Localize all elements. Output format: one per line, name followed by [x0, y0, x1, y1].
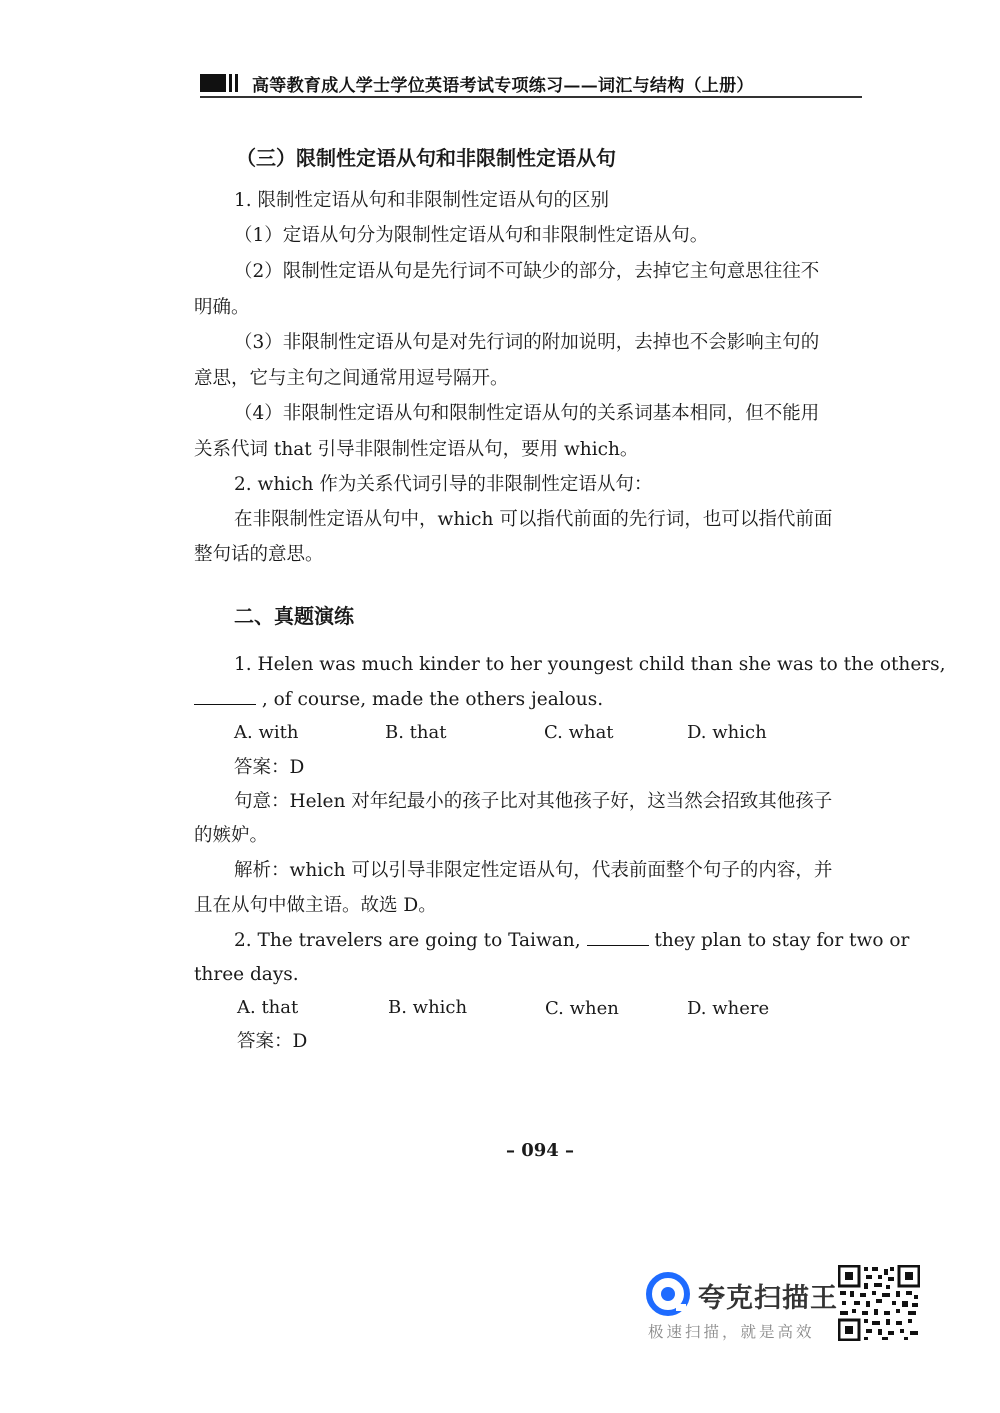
question-1-stem-cont: , of course, made the others jealous.: [194, 687, 894, 713]
paragraph: 1. 限制性定语从句和非限制性定语从句的区别: [234, 190, 610, 211]
paragraph: （1）定语从句分为限制性定语从句和非限制性定语从句。: [234, 225, 709, 246]
running-header-title: 高等教育成人学士学位英语考试专项练习——词汇与结构（上册）: [252, 76, 754, 96]
sentence-meaning: 句意：Helen 对年纪最小的孩子比对其他孩子好，这当然会招致其他孩子: [234, 791, 833, 812]
option-a: A. with: [234, 722, 299, 743]
header-marker-bar: [235, 74, 238, 92]
option-d: D. where: [687, 998, 770, 1019]
analysis-cont: 且在从句中做主语。故选 D。: [194, 895, 437, 916]
option-c: C. what: [544, 722, 614, 743]
page-number: – 094 –: [505, 1140, 575, 1161]
option-a: A. that: [237, 997, 299, 1018]
answer: 答案：D: [237, 1031, 308, 1052]
paragraph: （2）限制性定语从句是先行词不可缺少的部分，去掉它主句意思往往不: [234, 261, 820, 282]
sentence-meaning-cont: 的嫉妒。: [194, 825, 269, 846]
paragraph: 明确。: [194, 297, 250, 318]
answer: 答案：D: [234, 757, 305, 778]
question-2-stem: 2. The travelers are going to Taiwan, they plan to stay for two or: [234, 930, 910, 951]
paragraph: 意思，它与主句之间通常用逗号隔开。: [194, 368, 509, 389]
scanner-logo-icon: [646, 1272, 690, 1316]
paragraph: （4）非限制性定语从句和限制性定语从句的关系词基本相同，但不能用: [234, 403, 820, 424]
question-2-stem-cont: three days.: [194, 964, 299, 985]
option-c: C. when: [545, 998, 619, 1019]
paragraph: （3）非限制性定语从句是对先行词的附加说明，去掉也不会影响主句的: [234, 332, 820, 353]
option-d: D. which: [687, 722, 767, 743]
paragraph: 关系代词 that 引导非限制性定语从句，要用 which。: [194, 439, 639, 460]
answer-blank: [587, 929, 649, 946]
question-1-stem: 1. Helen was much kinder to her youngest child than she was to the others,: [234, 654, 946, 675]
paragraph: 在非限制性定语从句中，which 可以指代前面的先行词，也可以指代前面: [234, 509, 833, 530]
option-b: B. which: [388, 997, 468, 1018]
answer-blank: [194, 688, 256, 705]
practice-heading: 二、真题演练: [234, 604, 354, 628]
watermark-slogan: 极速扫描，就是高效: [648, 1323, 815, 1341]
watermark-brand: 夸克扫描王: [698, 1283, 838, 1314]
section-heading: （三）限制性定语从句和非限制性定语从句: [236, 146, 616, 170]
header-marker-block: [200, 74, 226, 92]
paragraph: 整句话的意思。: [194, 544, 324, 565]
qr-code-icon: [838, 1265, 920, 1341]
option-b: B. that: [385, 722, 447, 743]
header-marker-bar: [229, 74, 232, 92]
analysis: 解析：which 可以引导非限定性定语从句，代表前面整个句子的内容，并: [234, 860, 833, 881]
header-rule: [200, 96, 862, 98]
paragraph: 2. which 作为关系代词引导的非限制性定语从句：: [234, 474, 653, 495]
